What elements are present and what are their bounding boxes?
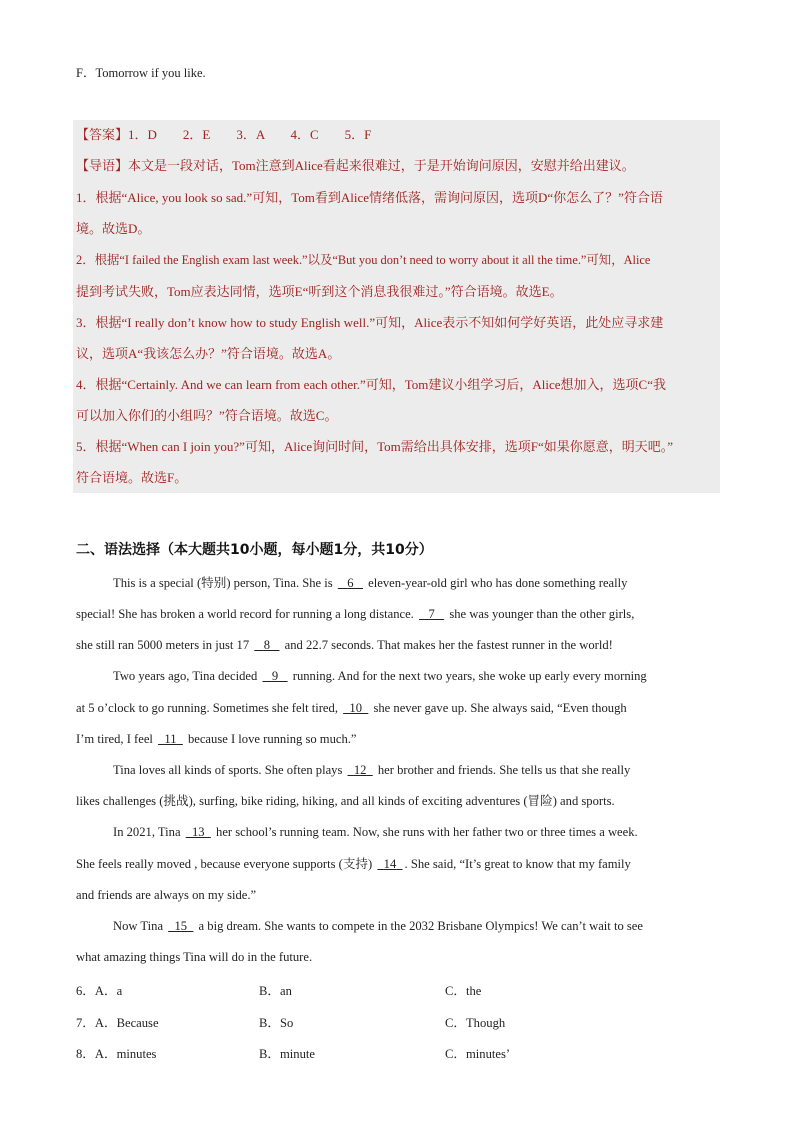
explanation-3b: 议，选项A“我该怎么办？”符合语境。故选A。 — [76, 346, 341, 361]
option-7-c: C．Though — [445, 1016, 506, 1030]
passage-line: she still ran 5000 meters in just 17 8 and 22.7 seconds. That makes her the fastest runner in the world! — [76, 638, 613, 652]
option-6-b: B．an — [259, 984, 292, 998]
explanation-5a: 5．根据“When can I join you?”可知，Alice询问时间，Tom需给出具体安排，选项F“如果你愿意，明天吧。” — [76, 439, 674, 454]
explanation-4b: 可以加入你们的小组吗？”符合语境。故选C。 — [76, 408, 338, 423]
blank-15: 15 — [174, 919, 188, 933]
passage-line: In 2021, Tina 13 her school’s running team. Now, she runs with her father two or three times a week. — [113, 825, 638, 839]
explanation-1b: 境。故选D。 — [76, 221, 151, 236]
explanation-2a: 2．根据“I failed the English exam last week.”以及“But you don’t need to worry about it all the time.”可知，Alice — [76, 253, 651, 267]
blank-12: 12 — [353, 763, 367, 777]
blank-8: 8 — [263, 638, 271, 652]
explanation-3a: 3．根据“I really don’t know how to study English well.”可知，Alice表示不知如何学好英语，此处应寻求建 — [76, 315, 664, 330]
option-7-a: 7．A．Because — [76, 1016, 159, 1030]
blank-10: 10 — [349, 701, 363, 715]
guide-line: 【导语】本文是一段对话，Tom注意到Alice看起来很难过，于是开始询问原因，安慰并给出建议。 — [76, 158, 635, 173]
blank-9: 9 — [271, 669, 279, 683]
passage-line: special! She has broken a world record for running a long distance. 7 she was younger than the other girls, — [76, 607, 635, 621]
option-7-b: B．So — [259, 1016, 294, 1030]
passage-line: She feels really moved , because everyone supports (支持) 14 . She said, “It’s great to know that my family — [76, 857, 631, 871]
passage-line: I’m tired, I feel 11 because I love running so much.” — [76, 732, 357, 746]
blank-11: 11 — [164, 732, 177, 746]
explanation-1a: 1．根据“Alice, you look so sad.”可知，Tom看到Alice情绪低落，需询问原因，选项D“你怎么了？”符合语 — [76, 190, 663, 205]
blank-14: 14 — [383, 857, 397, 871]
option-8-b: B．minute — [259, 1047, 315, 1061]
passage-line: at 5 o’clock to go running. Sometimes she felt tired, 10 she never gave up. She always said, “Even though — [76, 701, 627, 715]
option-8-c: C．minutes’ — [445, 1047, 511, 1061]
answer-line: 【答案】1．D 2．E 3．A 4．C 5．F — [76, 127, 372, 142]
answer-box — [73, 120, 720, 493]
passage-line: what amazing things Tina will do in the future. — [76, 950, 313, 964]
explanation-5b: 符合语境。故选F。 — [76, 470, 188, 485]
passage-line: Two years ago, Tina decided 9 running. And for the next two years, she woke up early every morning — [113, 669, 647, 683]
option-8-a: 8．A．minutes — [76, 1047, 157, 1061]
blank-7: 7 — [428, 607, 435, 621]
section-title: 二、语法选择（本大题共10小题，每小题1分，共10分） — [76, 542, 433, 558]
passage-line: likes challenges (挑战), surfing, bike riding, hiking, and all kinds of exciting adventures (冒险) and sports. — [76, 794, 615, 808]
passage-line: and friends are always on my side.” — [76, 888, 257, 902]
blank-13: 13 — [191, 825, 205, 839]
explanation-4a: 4．根据“Certainly. And we can learn from each other.”可知，Tom建议小组学习后，Alice想加入，选项C“我 — [76, 377, 666, 392]
explanation-2b: 提到考试失败，Tom应表达同情，选项E“听到这个消息我很难过。”符合语境。故选E。 — [76, 284, 563, 299]
option-f: F．Tomorrow if you like. — [76, 66, 206, 80]
option-6-c: C．the — [445, 984, 482, 998]
option-6-a: 6．A．a — [76, 984, 123, 998]
passage-line: Now Tina 15 a big dream. She wants to compete in the 2032 Brisbane Olympics! We can’t wait to see — [113, 919, 643, 933]
passage-line: This is a special (特别) person, Tina. She is 6 eleven-year-old girl who has done something really — [113, 576, 628, 590]
blank-6: 6 — [347, 576, 354, 590]
passage-line: Tina loves all kinds of sports. She often plays 12 her brother and friends. She tells us that she really — [113, 763, 631, 777]
